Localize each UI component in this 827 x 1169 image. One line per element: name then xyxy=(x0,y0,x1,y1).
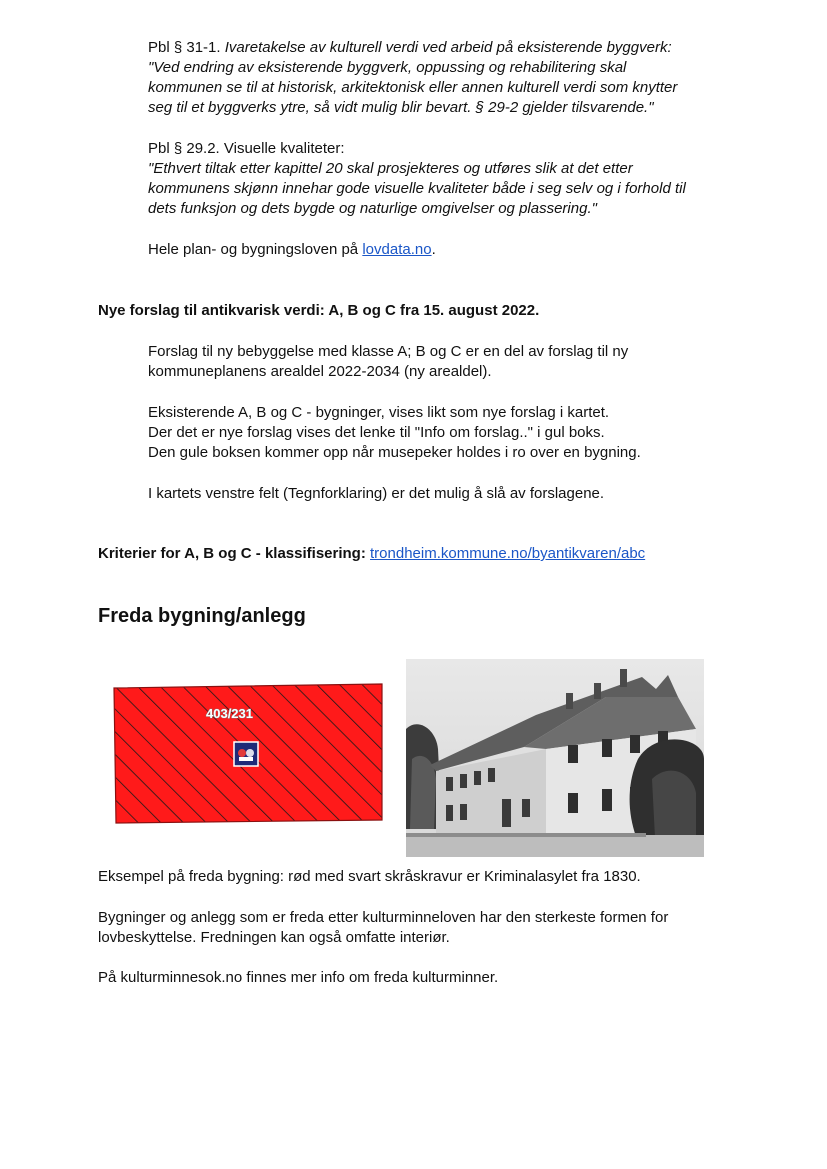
building-photo-image xyxy=(406,659,704,857)
pbl-31-lead: Pbl § 31-1. xyxy=(148,39,221,56)
criteria-label: Kriterier for A, B og C - klassifisering: xyxy=(98,545,366,562)
full-law-text: Hele plan- og bygningsloven på xyxy=(148,241,363,258)
proposals-p1-line: kommuneplanens arealdel 2022-2034 (ny arealdel). xyxy=(148,363,492,380)
freda-heading: Freda bygning/anlegg xyxy=(98,605,306,627)
parcel-label: 403/231 xyxy=(206,706,253,721)
full-law-paragraph xyxy=(148,240,436,260)
kriminalasylet-photo xyxy=(406,659,704,857)
proposals-p1-line: Forslag til ny bebyggelse med klasse A; B og C er en del av forslag til ny xyxy=(148,343,629,360)
protected-heritage-icon xyxy=(234,742,258,766)
freda-caption: Eksempel på freda bygning: rød med svart skråskravur er Kriminalasylet fra 1830. xyxy=(98,868,641,885)
freda-map-example xyxy=(108,680,386,828)
proposals-p2-line: Den gule boksen kommer opp når musepeker holdes i ro over en bygning. xyxy=(148,444,641,461)
lovdata-link[interactable]: lovdata.no xyxy=(362,241,432,258)
pbl-29-quote-line: kommunens skjønn innehar gode visuelle kvaliteter både i seg selv og i forhold til xyxy=(148,180,686,197)
proposals-p3: I kartets venstre felt (Tegnforklaring) er det mulig å slå av forslagene. xyxy=(148,485,605,502)
pbl-31-quote-line: "Ved endring av eksisterende byggverk, oppussing og rehabilitering skal xyxy=(148,59,627,76)
map-image xyxy=(108,680,386,828)
pbl-29-quote-line: "Ethvert tiltak etter kapittel 20 skal prosjekteres og utføres slik at det etter xyxy=(148,160,633,177)
criteria-line xyxy=(98,544,645,564)
freda-p1-line: Bygninger og anlegg som er freda etter kulturminneloven har den sterkeste formen for xyxy=(98,909,669,926)
criteria-link[interactable]: trondheim.kommune.no/byantikvaren/abc xyxy=(370,545,646,562)
pbl-31-quote-line: seg til et byggverks ytre, så vidt mulig blir bevart. § 29-2 gjelder tilsvarende." xyxy=(148,99,654,116)
pbl-31-quote-line: kommunen se til at historisk, arkitektonisk eller annen kulturell verdi som knytter xyxy=(148,79,678,96)
pbl-31-title: Ivaretakelse av kulturell verdi ved arbeid på eksisterende byggverk: xyxy=(224,39,672,56)
full-law-suffix: . xyxy=(431,241,436,258)
proposals-p2-line: Eksisterende A, B og C - bygninger, vises likt som nye forslag i kartet. xyxy=(148,404,610,421)
freda-p2: På kulturminnesok.no finnes mer info om freda kulturminner. xyxy=(98,969,499,986)
proposals-p2-line: Der det er nye forslag vises det lenke til "Info om forslag.." i gul boks. xyxy=(148,424,605,441)
pbl-31-heading xyxy=(148,38,672,58)
freda-p1-line: lovbeskyttelse. Fredningen kan også omfatte interiør. xyxy=(98,929,450,946)
proposals-heading: Nye forslag til antikvarisk verdi: A, B og C fra 15. august 2022. xyxy=(98,302,540,319)
pbl-29-quote-line: dets funksjon og dets bygde og naturlige omgivelser og plassering." xyxy=(148,200,597,217)
pbl-29-heading: Pbl § 29.2. Visuelle kvaliteter: xyxy=(148,140,345,157)
